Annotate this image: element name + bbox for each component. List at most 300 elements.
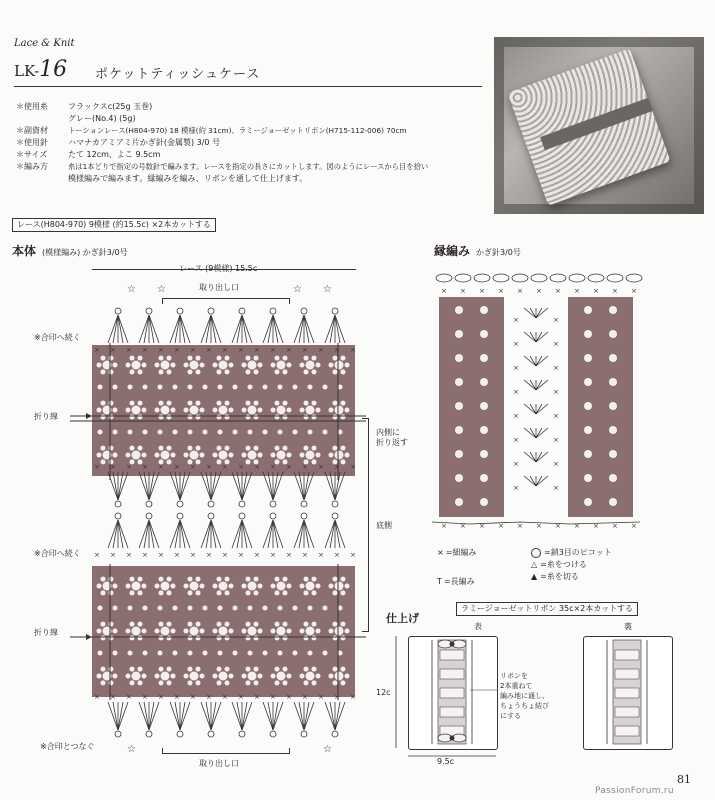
fan-mid-down-stitch (118, 520, 123, 548)
top-strip-lace-petal (188, 369, 193, 374)
bottom-strip-lace-petal (254, 667, 259, 672)
edge-sc-mark: × (513, 364, 519, 372)
top-strip-lace-dot (278, 430, 283, 435)
fan-mid-down-stitch (294, 520, 304, 548)
top-strip-lace-petal (341, 356, 346, 361)
ribbon-note: ラミージョーゼットリボン 35c×2本カットする (456, 602, 638, 616)
edge-left-lace-hole (455, 306, 463, 314)
ribbon-instruction: リボンを 2本重ねて 編み地に通し、 ちょうちょ結び にする (500, 672, 549, 720)
bottom-strip-lace-petal (109, 635, 114, 640)
top-strip-lace-petal (246, 414, 251, 419)
bottom-strip-lace-petal (188, 680, 193, 685)
top-strip-lace-petal (155, 453, 160, 458)
top-strip-lace-petal (188, 401, 193, 406)
top-strip-lace-dot (248, 385, 253, 390)
edge-chain-loop (436, 274, 452, 282)
top-strip-lace-petal (229, 453, 234, 458)
top-strip-lace-petal (254, 401, 259, 406)
spec-value: 模様編みで編みます。縁編みを編み、リボンを通して仕上げます。 (68, 174, 308, 183)
front-ribbon-weave (440, 688, 464, 698)
fan-mid-up-sc-mark: × (190, 463, 196, 471)
fan-bottom-sc-mark: × (222, 693, 228, 701)
edge-sc-mark: × (513, 484, 519, 492)
bottom-strip-lace-petal (316, 584, 321, 589)
fan-mid-up-stitch (268, 472, 273, 500)
fan-bottom-sc-mark: × (254, 693, 260, 701)
top-strip-lace-dot (293, 430, 298, 435)
edge-fan-stitch (530, 332, 536, 342)
fan-mid-up-stitch (273, 472, 278, 500)
fan-mid-down-stitch (299, 520, 304, 548)
bottom-strip-lace-dot (143, 606, 148, 611)
bottom-strip-lace-petal (171, 629, 176, 634)
edge-right-lace-hole (584, 306, 592, 314)
star-icon: ☆ (157, 284, 166, 295)
top-strip-lace-petal (138, 356, 143, 361)
top-strip-lace-hole (219, 406, 228, 415)
fan-bottom-stitch (294, 702, 304, 730)
top-strip-lace-dot (323, 430, 328, 435)
top-strip-lace-petal (312, 459, 317, 464)
bottom-strip-lace-petal (184, 674, 189, 679)
legend-label: =長編み (443, 577, 475, 586)
top-strip-lace-petal (196, 414, 201, 419)
fan-mid-down-sc-mark: × (350, 551, 356, 559)
edge-right-lace-hole (584, 474, 592, 482)
top-strip-lace-petal (300, 363, 305, 368)
bottom-strip-lace-hole (219, 672, 228, 681)
fan-mid-down-stitch (273, 520, 283, 548)
top-strip-lace-dot (248, 430, 253, 435)
bottom-strip-lace-petal (130, 577, 135, 582)
top-strip-lace-petal (171, 408, 176, 413)
fan-top-stitch (118, 315, 128, 343)
fan-mid-down-sc-mark: × (318, 551, 324, 559)
fan-top-sc-mark: × (302, 346, 308, 354)
edge-sc-mark: × (574, 522, 580, 530)
fan-bottom-stitch (304, 702, 309, 730)
back-ribbon-weave (615, 726, 639, 736)
fan-mid-down-sc-mark: × (158, 551, 164, 559)
bottom-strip-lace-petal (345, 674, 350, 679)
top-strip-lace-petal (196, 446, 201, 451)
fan-mid-down-picot-icon (177, 513, 183, 519)
top-strip-lace-petal (275, 414, 280, 419)
fan-mid-down-stitch (144, 520, 149, 548)
edge-right-lace-hole (584, 354, 592, 362)
bottom-strip-lace-petal (196, 680, 201, 685)
top-strip-lace-petal (159, 401, 164, 406)
bottom-strip-lace-petal (283, 577, 288, 582)
bottom-strip-lace-petal (196, 667, 201, 672)
edge-sc-mark: × (553, 460, 559, 468)
top-strip-lace-petal (159, 369, 164, 374)
fan-bottom-picot-icon (208, 731, 214, 737)
fan-mid-down-stitch (149, 520, 159, 548)
bottom-strip-lace-petal (109, 590, 114, 595)
fan-bottom-stitch (118, 702, 123, 730)
edge-left-lace-hole (455, 354, 463, 362)
edge-fan-stitch (536, 428, 542, 438)
fan-top-stitch (304, 315, 309, 343)
top-strip-lace-petal (271, 453, 276, 458)
top-strip-lace-petal (97, 363, 102, 368)
edge-fan-stitch (530, 356, 536, 366)
top-strip-lace-petal (242, 453, 247, 458)
fan-bottom-stitch (113, 702, 118, 730)
top-strip-lace-dot (128, 385, 133, 390)
top-strip-lace-petal (130, 446, 135, 451)
top-strip-lace-petal (312, 446, 317, 451)
fan-top-stitch (180, 315, 185, 343)
top-strip-lace-petal (333, 356, 338, 361)
edge-sc-mark: × (612, 522, 618, 530)
bottom-strip-lace-petal (229, 674, 234, 679)
top-strip-lace-hole (132, 451, 141, 460)
top-strip-lace-petal (333, 401, 338, 406)
edge-right-lace-hole (609, 306, 617, 314)
top-strip-lace-petal (126, 363, 131, 368)
fan-mid-up-sc-mark: × (158, 463, 164, 471)
top-strip-lace-petal (283, 356, 288, 361)
bottom-strip-lace-petal (225, 635, 230, 640)
fan-mid-up-stitch (237, 472, 242, 500)
top-strip-lace-petal (254, 369, 259, 374)
bottom-strip-lace-dot (188, 606, 193, 611)
top-strip-lace-petal (316, 453, 321, 458)
bottom-strip-lace-dot (293, 606, 298, 611)
bottom-strip-lace-hole (219, 582, 228, 591)
edge-right-lace-hole (584, 498, 592, 506)
fan-bottom-stitch (206, 702, 211, 730)
fan-bottom-sc-mark: × (110, 693, 116, 701)
spec-value: フラックスc(25g 玉巻) (68, 102, 153, 111)
fan-bottom-sc-mark: × (318, 693, 324, 701)
bottom-strip-lace-petal (254, 590, 259, 595)
edge-fan-stitch (536, 404, 542, 414)
bottom-strip-lace-hole (161, 582, 170, 591)
fan-bottom-stitch (242, 702, 252, 730)
bottom-strip-lace-hole (306, 582, 315, 591)
top-strip-lace-petal (275, 446, 280, 451)
bottom-strip-lace-petal (167, 577, 172, 582)
bottom-strip-lace-hole (335, 627, 344, 636)
bottom-strip-lace-petal (271, 629, 276, 634)
top-strip-lace-petal (130, 356, 135, 361)
top-strip-lace-petal (225, 369, 230, 374)
top-strip-lace-petal (159, 356, 164, 361)
top-strip-lace-petal (113, 363, 118, 368)
edge-fan-stitch (536, 476, 548, 486)
fan-mid-down-stitch (325, 520, 335, 548)
spec-value: 糸は1本どりで指定の号数針で編みます。レースを指定の長さにカットします。図のようにレースから目を拾い (68, 162, 429, 171)
top-strip-lace-hole (277, 406, 286, 415)
edge-sc-mark: × (593, 287, 599, 295)
fan-mid-up-stitch (299, 472, 304, 500)
edge-sc-mark: × (513, 340, 519, 348)
fan-bottom-sc-mark: × (302, 693, 308, 701)
bottom-strip-lace-petal (130, 680, 135, 685)
top-strip-lace-petal (304, 414, 309, 419)
fan-mid-up-sc-mark: × (270, 463, 276, 471)
fan-bottom-stitch (330, 702, 335, 730)
fan-top-stitch (268, 315, 273, 343)
fan-mid-down-sc-mark: × (270, 551, 276, 559)
bottom-strip-lace-petal (254, 622, 259, 627)
edge-sc-mark: × (553, 316, 559, 324)
top-strip-lace-dot (188, 385, 193, 390)
bottom-strip-lace-petal (138, 622, 143, 627)
fan-bottom-sc-mark: × (142, 693, 148, 701)
fan-top-sc-mark: × (286, 346, 292, 354)
top-strip-lace-petal (345, 363, 350, 368)
top-strip-lace-petal (283, 369, 288, 374)
bottom-strip-lace-petal (246, 635, 251, 640)
top-strip-lace-petal (217, 369, 222, 374)
edge-sc-mark: × (574, 287, 580, 295)
fan-top-picot-icon (177, 308, 183, 314)
fan-mid-down-stitch (242, 520, 247, 548)
bottom-strip-lace-dot (98, 651, 103, 656)
fan-bottom-stitch (304, 702, 314, 730)
top-strip-lace-petal (312, 356, 317, 361)
top-strip-lace-petal (287, 408, 292, 413)
fan-bottom-stitch (263, 702, 273, 730)
top-strip-lace-hole (248, 361, 257, 370)
star-icon: ☆ (127, 284, 136, 295)
top-strip-lace-dot (203, 385, 208, 390)
fan-bottom-stitch (108, 702, 118, 730)
top-strip-lace-petal (225, 356, 230, 361)
bottom-strip-lace-dot (158, 651, 163, 656)
top-strip-lace-petal (213, 363, 218, 368)
edge-right-lace-hole (584, 450, 592, 458)
finish-height-label: 12c (376, 688, 391, 697)
bottom-strip-lace-dot (278, 651, 283, 656)
bottom-strip-lace-petal (300, 584, 305, 589)
fan-top-stitch (242, 315, 252, 343)
bottom-strip-lace-petal (213, 584, 218, 589)
spec-key: ＊使用針 (16, 138, 48, 147)
edge-right-lace-hole (584, 330, 592, 338)
bottom-strip-lace-petal (283, 667, 288, 672)
bottom-strip-lace-petal (126, 584, 131, 589)
top-strip-lace-dot (233, 385, 238, 390)
star-icon: ☆ (293, 284, 302, 295)
bottom-strip-lace-dot (308, 651, 313, 656)
fan-mid-up-sc-mark: × (126, 463, 132, 471)
fan-mid-down-picot-icon (146, 513, 152, 519)
bottom-strip-lace-petal (130, 667, 135, 672)
top-strip-lace-petal (225, 414, 230, 419)
bottom-strip-lace-petal (101, 667, 106, 672)
bottom-strip-lace-petal (138, 667, 143, 672)
fan-bottom-sc-mark: × (190, 693, 196, 701)
fan-bottom-stitch (118, 702, 128, 730)
fan-mid-up-picot-icon (332, 501, 338, 507)
fan-mid-up-sc-mark: × (222, 463, 228, 471)
top-strip-lace-petal (217, 459, 222, 464)
bottom-strip-lace-petal (242, 674, 247, 679)
bottom-strip-lace-dot (188, 651, 193, 656)
fan-mid-up-stitch (180, 472, 185, 500)
bottom-strip-lace-petal (329, 674, 334, 679)
top-strip-lace-petal (109, 356, 114, 361)
body-title: 本体 (12, 244, 37, 258)
edge-sc-mark: × (513, 388, 519, 396)
bottom-strip-lace-hole (161, 672, 170, 681)
edge-sc-mark: × (498, 287, 504, 295)
fan-mid-down-picot-icon (332, 513, 338, 519)
bottom-strip-lace-dot (158, 606, 163, 611)
fan-bottom-stitch (232, 702, 242, 730)
bottom-strip-lace-petal (283, 622, 288, 627)
fan-mid-up-picot-icon (270, 501, 276, 507)
fan-mid-down-sc-mark: × (110, 551, 116, 559)
finish-width-label: 9.5c (437, 757, 455, 766)
fan-top-stitch (242, 315, 247, 343)
top-strip-lace-petal (312, 414, 317, 419)
edge-sc-mark: × (553, 388, 559, 396)
edge-chain-loop (512, 274, 528, 282)
top-strip-lace-dot (218, 385, 223, 390)
fold-inside-label: 内側に 折り返す (376, 428, 408, 447)
fan-bottom-stitch (273, 702, 283, 730)
edge-sc-mark: × (536, 522, 542, 530)
top-strip-lace-petal (217, 401, 222, 406)
fan-top-stitch (206, 315, 211, 343)
fan-mid-up-stitch (242, 472, 247, 500)
top-strip-lace-petal (217, 446, 222, 451)
body-width-label: レース (9模様) 15.5c (176, 264, 260, 274)
top-strip-lace-petal (283, 446, 288, 451)
legend-symbol: × (437, 548, 444, 557)
top-strip-lace-petal (142, 408, 147, 413)
top-strip-lace-petal (184, 408, 189, 413)
top-strip-lace-petal (258, 363, 263, 368)
fan-mid-down-sc-mark: × (254, 551, 260, 559)
top-strip-lace-petal (333, 369, 338, 374)
bottom-strip-lace-petal (126, 629, 131, 634)
fan-mid-up-sc-mark: × (142, 463, 148, 471)
fan-bottom-picot-icon (177, 731, 183, 737)
fan-mid-up-stitch (263, 472, 273, 500)
bottom-strip-lace-dot (323, 651, 328, 656)
edge-sc-mark: × (441, 287, 447, 295)
top-strip-lace-petal (254, 446, 259, 451)
edge-fan-stitch (524, 356, 536, 366)
edge-fan-stitch (536, 452, 542, 462)
top-strip-lace-hole (219, 361, 228, 370)
edge-fan-stitch (530, 380, 536, 390)
bottom-strip-lace-petal (287, 674, 292, 679)
top-strip-lace-dot (218, 430, 223, 435)
top-strip-lace-hole (161, 451, 170, 460)
fan-top-picot-icon (208, 308, 214, 314)
edge-left-lace-hole (480, 426, 488, 434)
bottom-strip-lace-hole (306, 627, 315, 636)
fan-mid-up-stitch (144, 472, 149, 500)
bottom-strip-lace-petal (316, 629, 321, 634)
bottom-strip-lace-petal (138, 590, 143, 595)
fan-bottom-sc-mark: × (158, 693, 164, 701)
bottom-strip-lace-petal (200, 584, 205, 589)
bottom-strip-lace-petal (101, 577, 106, 582)
fan-mid-up-stitch (118, 472, 123, 500)
bottom-strip-lace-petal (196, 622, 201, 627)
bottom-strip-lace-petal (341, 590, 346, 595)
bottom-strip-lace-petal (188, 622, 193, 627)
edge-sc-mark: × (460, 522, 466, 530)
edge-fan-stitch (530, 404, 536, 414)
fan-mid-down-stitch (113, 520, 118, 548)
bottom-strip-lace-petal (304, 680, 309, 685)
bottom-strip-lace-petal (345, 584, 350, 589)
bottom-strip-lace-petal (287, 584, 292, 589)
fan-top-stitch (144, 315, 149, 343)
bottom-strip-lace-petal (225, 680, 230, 685)
fold-line-label-1: 折り線 (34, 412, 58, 421)
top-strip-lace-hole (248, 451, 257, 460)
body-subtitle: (模様編み) かぎ針3/0号 (42, 248, 128, 257)
bottom-strip-lace-petal (217, 590, 222, 595)
edge-left-lace-hole (480, 354, 488, 362)
fan-mid-up-stitch (139, 472, 149, 500)
bottom-strip-lace-petal (101, 635, 106, 640)
spec-key: ＊サイズ (16, 150, 48, 159)
back-ribbon-weave (615, 669, 639, 679)
top-strip-lace-petal (246, 401, 251, 406)
watermark: PassionForum.ru (595, 786, 674, 796)
top-strip-lace-dot (173, 385, 178, 390)
top-strip-lace-petal (258, 453, 263, 458)
top-strip-lace-petal (142, 453, 147, 458)
bottom-strip-lace-petal (333, 590, 338, 595)
fan-bottom-stitch (170, 702, 180, 730)
lace-cut-note: レース(H804-970) 9模様 (約15.5c) ×2本カットする (12, 218, 216, 232)
edge-left-lace-hole (480, 402, 488, 410)
fan-top-sc-mark: × (254, 346, 260, 354)
fan-top-sc-mark: × (158, 346, 164, 354)
top-strip-lace-petal (341, 414, 346, 419)
top-strip-lace-petal (109, 414, 114, 419)
bottom-strip-lace-petal (333, 622, 338, 627)
top-strip-lace-petal (200, 363, 205, 368)
bottom-strip-lace-petal (142, 674, 147, 679)
bottom-strip-lace-petal (97, 674, 102, 679)
bottom-strip-lace-petal (97, 584, 102, 589)
top-strip-lace-petal (167, 446, 172, 451)
fan-mid-down-picot-icon (301, 513, 307, 519)
top-strip-lace-petal (109, 401, 114, 406)
top-strip-lace-dot (293, 385, 298, 390)
top-strip-lace-petal (101, 401, 106, 406)
fan-mid-down-stitch (304, 520, 309, 548)
fan-mid-down-stitch (273, 520, 278, 548)
bottom-strip-lace-petal (345, 629, 350, 634)
bottom-strip-lace-dot (233, 651, 238, 656)
bottom-strip-lace-petal (184, 584, 189, 589)
fan-bottom-picot-icon (301, 731, 307, 737)
top-strip-lace-petal (155, 408, 160, 413)
edge-sc-mark: × (612, 287, 618, 295)
bottom-strip-lace-hole (248, 672, 257, 681)
edge-left-lace-hole (480, 474, 488, 482)
top-strip-lace-petal (304, 369, 309, 374)
top-strip-lace-petal (138, 369, 143, 374)
edge-subtitle: かぎ針3/0号 (476, 248, 521, 257)
bottom-strip-lace-dot (203, 651, 208, 656)
